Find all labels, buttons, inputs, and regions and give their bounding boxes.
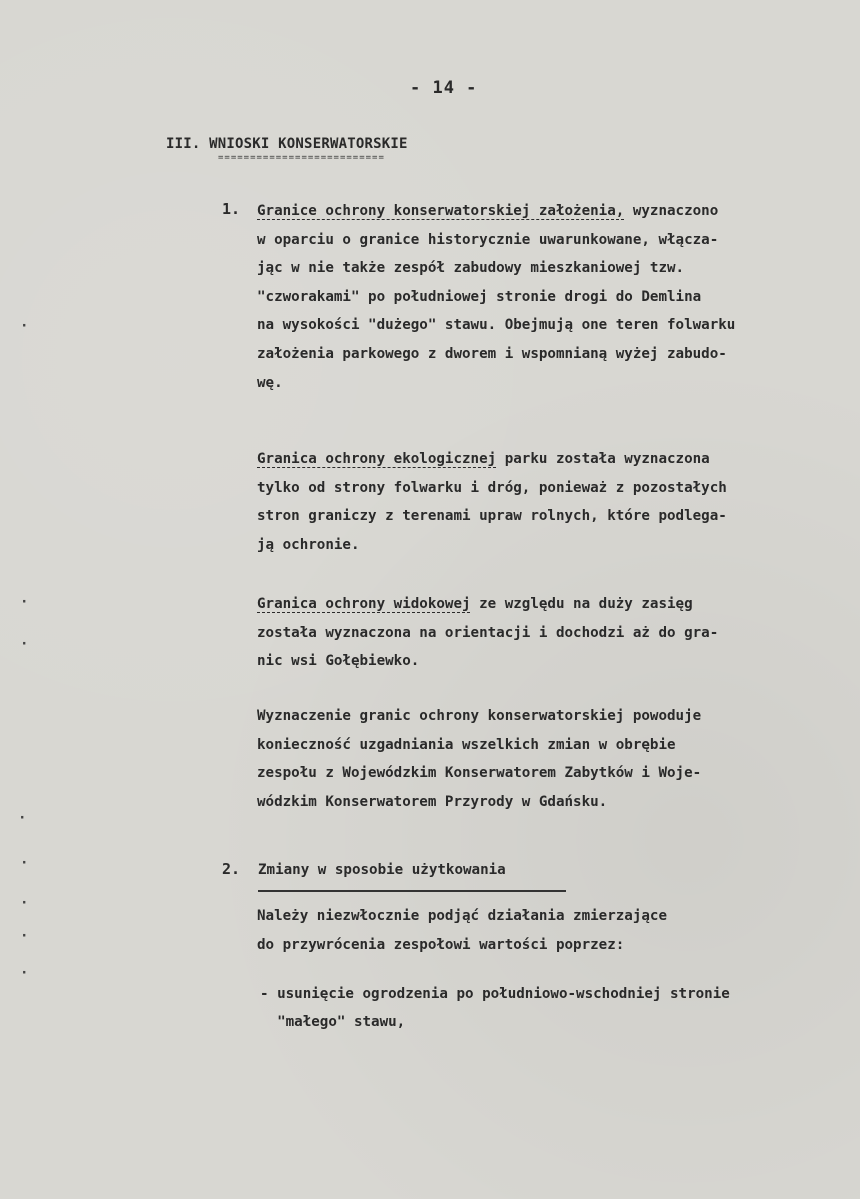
eco-first-line	[257, 445, 847, 474]
heading-double-underline: ==========================	[218, 155, 385, 161]
eco-line: ją ochronie.	[257, 536, 360, 553]
eco-boundary-paragraph	[257, 445, 847, 559]
margin-speck: ·	[18, 810, 27, 826]
section-1-first-line	[257, 197, 847, 226]
eco-line: stron graniczy z terenami upraw rolnych, które podlega-	[257, 508, 727, 525]
bullet-line: - usunięcie ogrodzenia po południowo-wschodniej stronie	[260, 986, 730, 1002]
eco-line: tylko od strony folwarku i dróg, ponieważ z pozostałych	[257, 479, 727, 496]
bullet-item	[260, 980, 730, 1036]
margin-speck: ·	[20, 965, 29, 981]
eco-line: parku została wyznaczona	[496, 451, 710, 467]
margin-speck: ·	[20, 855, 29, 871]
section-1-line: założenia parkowego z dworem i wspomnianą wyżej zabudo-	[257, 345, 727, 362]
margin-speck: ·	[20, 895, 29, 911]
section-2-number: 2.	[222, 860, 241, 878]
consequence-line: wódzkim Konserwatorem Przyrody w Gdańsku.	[257, 793, 608, 810]
view-boundary-title: Granica ochrony widokowej	[257, 596, 471, 612]
section-1-title: Granice ochrony konserwatorskiej założenia,	[257, 203, 625, 219]
consequence-line: konieczność uzgadniania wszelkich zmian w obrębie	[257, 736, 676, 753]
view-line: ze względu na duży zasięg	[470, 596, 693, 612]
view-line: nic wsi Gołębiewko.	[257, 653, 420, 670]
consequence-line: Wyznaczenie granic ochrony konserwatorskiej powoduje	[257, 708, 702, 724]
view-first-line	[257, 590, 847, 619]
intro-line: Należy niezwłocznie podjąć działania zmierzające	[257, 908, 667, 924]
margin-speck: ·	[20, 928, 29, 944]
section-1-line: w oparciu o granice historycznie uwarunkowane, włącza-	[257, 231, 719, 248]
view-boundary-paragraph	[257, 590, 847, 676]
section-1-line: na wysokości "dużego" stawu. Obejmują one teren folwarku	[257, 317, 736, 334]
section-2-intro	[257, 902, 847, 959]
section-1-line: wyznaczono	[624, 203, 719, 219]
section-1-line: wę.	[257, 374, 283, 391]
margin-speck: ·	[20, 318, 29, 334]
page-number: - 14 -	[410, 78, 478, 98]
section-1-paragraph	[257, 197, 847, 397]
margin-speck: ·	[20, 636, 29, 652]
section-1-line: jąc w nie także zespół zabudowy mieszkaniowej tzw.	[257, 260, 685, 277]
consequence-line: zespołu z Wojewódzkim Konserwatorem Zabytków i Woje-	[257, 765, 702, 782]
bullet-line: "małego" stawu,	[260, 1014, 406, 1030]
intro-line: do przywrócenia zespołowi wartości poprzez:	[257, 936, 625, 953]
margin-speck: ·	[20, 594, 29, 610]
eco-boundary-title: Granica ochrony ekologicznej	[257, 451, 497, 467]
section-1-line: "czworakami" po południowej stronie drogi do Demlina	[257, 288, 702, 305]
conservation-consequence-paragraph	[257, 702, 847, 816]
view-line: została wyznaczona na orientacji i dochodzi aż do gra-	[257, 624, 719, 641]
section-2-title: Zmiany w sposobie użytkowania	[258, 858, 566, 892]
section-heading: III. WNIOSKI KONSERWATORSKIE	[166, 136, 408, 152]
section-1-number: 1.	[222, 200, 241, 218]
